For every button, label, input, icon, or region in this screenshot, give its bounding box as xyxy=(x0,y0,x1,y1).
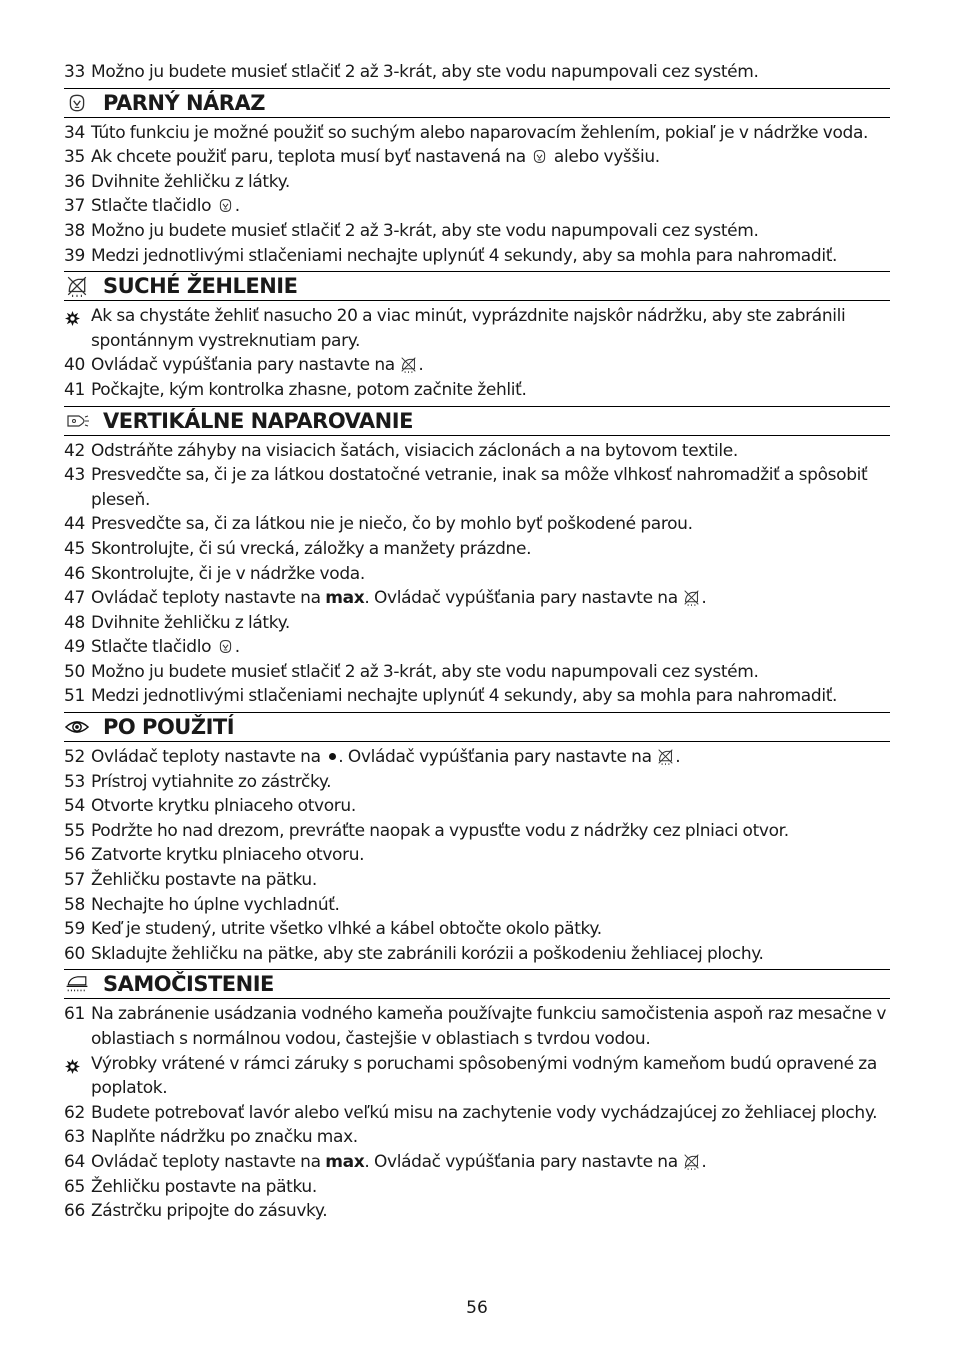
item-text: Možno ju budete musieť stlačiť 2 až 3-krát, aby ste vodu napumpovali cez systém. xyxy=(91,220,759,241)
section-header xyxy=(64,88,890,118)
item-number: 66 xyxy=(64,1201,85,1222)
item-text: Odstráňte záhyby na visiacich šatách, visiacich záclonách a na bytovom textile. xyxy=(91,440,738,461)
item-text: Presvedčte sa, či za látkou nie je niečo, čo by mohlo byť poškodené parou. xyxy=(91,514,693,535)
item-text: Medzi jednotlivými stlačeniami nechajte uplynúť 4 sekundy, aby sa mohla para nahromadiť. xyxy=(91,686,838,707)
item-text: Podržte ho nad drezom, prevráťte naopak a vypusťte vodu z nádržky cez plniaci otvor. xyxy=(91,820,789,841)
item-text: . xyxy=(234,196,240,217)
item-text: Stlačte tlačidlo xyxy=(91,196,216,217)
list-item xyxy=(64,843,890,868)
list-item xyxy=(64,1002,890,1051)
item-text: Keď je studený, utrite všetko vlhké a kábel obtočte okolo pätky. xyxy=(91,919,602,940)
item-text: Prístroj vytiahnite zo zástrčky. xyxy=(91,771,332,792)
item-text: Stlačte tlačidlo xyxy=(91,637,216,658)
list-item xyxy=(64,660,890,685)
item-text: . Ovládač vypúšťania pary nastavte na xyxy=(338,747,657,768)
warning-item xyxy=(64,1052,890,1101)
item-text: Zatvorte krytku plniaceho otvoru. xyxy=(91,845,365,866)
shot-icon xyxy=(217,197,234,214)
self-clean-icon xyxy=(65,973,89,995)
shot-icon xyxy=(531,148,548,165)
list-item xyxy=(64,170,890,195)
item-number: 47 xyxy=(64,588,85,609)
item-number: 49 xyxy=(64,637,85,658)
list-item xyxy=(64,1101,890,1126)
item-number: 41 xyxy=(64,379,85,400)
warning-icon xyxy=(65,1057,80,1072)
item-text: Dvihnite žehličku z látky. xyxy=(91,612,290,633)
list-item xyxy=(64,794,890,819)
item-number: 60 xyxy=(64,943,85,964)
dry-iron-icon xyxy=(683,589,700,606)
list-item xyxy=(64,1199,890,1224)
item-number: 40 xyxy=(64,355,85,376)
item-number: 59 xyxy=(64,919,85,940)
item-number: 45 xyxy=(64,538,85,559)
item-number: 36 xyxy=(64,171,85,192)
section-title: SAMOČISTENIE xyxy=(103,972,274,997)
dry-iron-icon xyxy=(657,748,674,765)
item-text: Ovládač teploty nastavte na xyxy=(91,588,326,609)
warning-icon xyxy=(65,309,80,324)
item-number: 58 xyxy=(64,894,85,915)
item-text: Skladujte žehličku na pätke, aby ste zabránili korózii a poškodeniu žehliacej plochy. xyxy=(91,943,764,964)
list-item xyxy=(64,145,890,170)
item-number: 38 xyxy=(64,220,85,241)
item-text: Naplňte nádržku po značku max. xyxy=(91,1127,358,1148)
item-text: Možno ju budete musieť stlačiť 2 až 3-krát, aby ste vodu napumpovali cez systém. xyxy=(91,661,759,682)
vertical-steam-icon xyxy=(65,410,89,432)
item-text: . Ovládač vypúšťania pary nastavte na xyxy=(364,1151,683,1172)
item-number: 64 xyxy=(64,1151,85,1172)
list-item xyxy=(64,893,890,918)
item-number: 33 xyxy=(64,62,85,82)
item-text: Ak sa chystáte žehliť nasucho 20 a viac minút, vyprázdnite najskôr nádržku, aby ste zabránili spontánnym vystreknutiam pary. xyxy=(91,306,846,351)
item-number: 51 xyxy=(64,686,85,707)
item-text: Na zabránenie usádzania vodného kameňa používajte funkciu samočistenia aspoň raz mesačne v oblastiach s normálnou vodou, častejšie v oblastiach s tvrdou vodou. xyxy=(91,1004,887,1049)
item-number: 39 xyxy=(64,245,85,266)
item-text: Budete potrebovať lavór alebo veľkú misu na zachytenie vody vychádzajúcej zo žehliacej plochy. xyxy=(91,1102,878,1123)
item-text: Ak chcete použiť paru, teplota musí byť nastavená na xyxy=(91,147,531,168)
item-text: Žehličku postavte na pätku. xyxy=(91,1176,317,1197)
section-title: PO POUŽITÍ xyxy=(103,715,235,740)
dry-iron-icon xyxy=(400,356,417,373)
list-item xyxy=(64,219,890,244)
item-text: Možno ju budete musieť stlačiť 2 až 3-krát, aby ste vodu napumpovali cez systém. xyxy=(91,62,759,82)
item-number: 63 xyxy=(64,1127,85,1148)
list-item xyxy=(64,512,890,537)
item-text: Skontrolujte, či sú vrecká, záložky a manžety prázdne. xyxy=(91,538,532,559)
list-item xyxy=(64,194,890,219)
item-number: 48 xyxy=(64,612,85,633)
item-text: . xyxy=(675,747,681,768)
item-number: 37 xyxy=(64,196,85,217)
list-item xyxy=(64,439,890,464)
item-number: 53 xyxy=(64,771,85,792)
item-number: 65 xyxy=(64,1176,85,1197)
item-number: 34 xyxy=(64,122,85,143)
list-item xyxy=(64,1125,890,1150)
item-number: 62 xyxy=(64,1102,85,1123)
list-item xyxy=(64,562,890,587)
list-item xyxy=(64,611,890,636)
section-header xyxy=(64,271,890,301)
list-item xyxy=(64,244,890,269)
item-text: alebo vyššiu. xyxy=(549,147,660,168)
item-number: 52 xyxy=(64,747,85,768)
item-text: Žehličku postavte na pätku. xyxy=(91,870,317,891)
eye-icon xyxy=(65,716,89,738)
section-title: SUCHÉ ŽEHLENIE xyxy=(103,274,298,299)
item-text: Presvedčte sa, či je za látkou dostatočné vetranie, inak sa môže vlhkosť nahromadžiť a spôsobiť pleseň. xyxy=(91,465,868,510)
list-item xyxy=(64,353,890,378)
item-text: Skontrolujte, či je v nádržke voda. xyxy=(91,563,365,584)
list-item xyxy=(64,917,890,942)
section-header xyxy=(64,712,890,742)
item-text: Výrobky vrátené v rámci záruky s poruchami spôsobenými vodným kameňom budú opravené za poplatok. xyxy=(91,1053,877,1099)
item-number: 57 xyxy=(64,870,85,891)
item-number: 46 xyxy=(64,563,85,584)
item-text: . Ovládač vypúšťania pary nastavte na xyxy=(364,588,683,609)
item-text: Medzi jednotlivými stlačeniami nechajte uplynúť 4 sekundy, aby sa mohla para nahromadiť. xyxy=(91,245,838,266)
list-item xyxy=(64,121,890,146)
item-text: . xyxy=(701,1151,707,1172)
dry-iron-icon xyxy=(683,1153,700,1170)
item-text: Ovládač vypúšťania pary nastavte na xyxy=(91,355,400,376)
item-text: Dvihnite žehličku z látky. xyxy=(91,171,290,192)
item-number: 50 xyxy=(64,661,85,682)
item-bold-text: max xyxy=(325,1151,365,1172)
item-number: 42 xyxy=(64,440,85,461)
list-item xyxy=(64,942,890,967)
list-item xyxy=(64,537,890,562)
item-number: 56 xyxy=(64,845,85,866)
section-header xyxy=(64,969,890,999)
item-text: . xyxy=(234,637,240,658)
item-number: 54 xyxy=(64,796,85,817)
item-text: Ovládač teploty nastavte na xyxy=(91,1151,326,1172)
section-title: VERTIKÁLNE NAPAROVANIE xyxy=(103,408,413,433)
item-text: Zástrčku pripojte do zásuvky. xyxy=(91,1201,328,1222)
item-text: Otvorte krytku plniaceho otvoru. xyxy=(91,796,356,817)
list-item xyxy=(64,684,890,709)
item-number: 35 xyxy=(64,147,85,168)
list-item xyxy=(64,463,890,512)
section-header xyxy=(64,406,890,436)
item-text: Túto funkciu je možné použiť so suchým alebo naparovacím žehlením, pokiaľ je v nádržke voda. xyxy=(91,122,869,143)
item-number: 61 xyxy=(64,1004,85,1025)
list-item xyxy=(64,819,890,844)
item-text: . xyxy=(701,588,707,609)
list-item xyxy=(64,635,890,660)
list-item xyxy=(64,770,890,795)
item-number: 44 xyxy=(64,514,85,535)
item-bold-text: max xyxy=(325,588,365,609)
list-item xyxy=(64,1175,890,1200)
document-body xyxy=(64,60,890,1224)
dot-icon xyxy=(329,753,336,760)
list-item xyxy=(64,868,890,893)
list-item xyxy=(64,586,890,611)
item-number: 43 xyxy=(64,465,85,486)
list-item xyxy=(64,378,890,403)
item-text: . xyxy=(418,355,424,376)
dry-iron-icon xyxy=(65,275,89,297)
shot-icon xyxy=(65,92,89,114)
item-number: 55 xyxy=(64,820,85,841)
list-item xyxy=(64,60,890,85)
list-item xyxy=(64,745,890,770)
item-text: Ovládač teploty nastavte na xyxy=(91,747,326,768)
item-text: Počkajte, kým kontrolka zhasne, potom začnite žehliť. xyxy=(91,379,527,400)
shot-icon xyxy=(217,638,234,655)
page-number: 56 xyxy=(466,1298,488,1318)
list-item xyxy=(64,1150,890,1175)
item-text: Nechajte ho úplne vychladnúť. xyxy=(91,894,340,915)
warning-item xyxy=(64,304,890,353)
section-title: PARNÝ NÁRAZ xyxy=(103,90,265,115)
